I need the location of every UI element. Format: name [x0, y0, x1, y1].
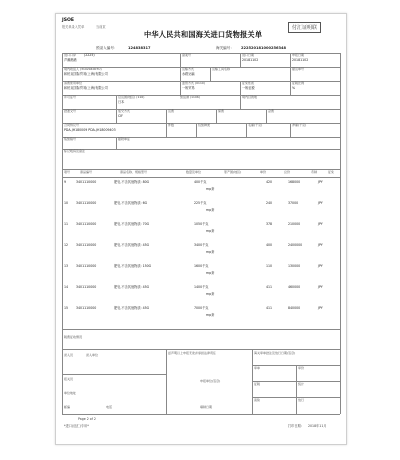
goods-row-qty: 225千克	[194, 201, 207, 205]
goods-row-code: 3401110000	[76, 306, 97, 310]
goods-row-qty: 3400千克	[194, 243, 209, 247]
owner-label: 消费使用单位	[64, 81, 83, 85]
tax-nature-label: 征免性质	[242, 81, 255, 85]
inspect-label: 查验	[254, 398, 261, 402]
goods-row-name: 肥皂,不含其他物质: 70G	[114, 222, 150, 226]
goods-row-name: 肥皂,不含其他物质: 45G	[114, 285, 150, 289]
customs-no-label: 海关编号：	[216, 46, 234, 50]
goods-row-unit: mp套	[206, 229, 215, 233]
import-date: 20181102	[242, 58, 259, 62]
page-indicator: Page 2 of 2	[78, 417, 96, 421]
transport-label: 运输方式	[182, 67, 195, 71]
net-weight-label: 净重(千克)	[292, 123, 307, 127]
goods-row-qty: 1050千克	[194, 222, 209, 226]
phone-label: 电话	[106, 405, 113, 409]
goods-row-qty: 1600千克	[194, 264, 209, 268]
price-audit-label: 审价	[298, 366, 305, 370]
goods-row-code: 3401110000	[76, 222, 97, 226]
pre-entry-label: 预录入编号：	[96, 46, 118, 50]
contract-label: 合同协议号	[64, 123, 80, 127]
deal-mode-label: 成交方式	[118, 109, 131, 113]
goods-row-no: 9	[64, 180, 67, 184]
goods-row-price: 400	[266, 243, 273, 247]
vessel-label: 运输工具名称	[212, 67, 231, 71]
tax-levy-status-label: 税费征收情况	[64, 335, 83, 339]
declaration-statement: 兹声明以上申报无讹并承担法律责任	[168, 351, 217, 355]
goods-row-name: 肥皂,不含其他物质: 45G	[114, 243, 150, 247]
goods-col-qty: 数量及单位	[186, 170, 202, 174]
origin-country-label: 启运国(地区) (116)	[118, 95, 145, 99]
duty-ratio-label: 征税比例	[292, 81, 305, 85]
destination-label: 境内目的地	[242, 95, 258, 99]
goods-row-no: 15	[64, 306, 69, 310]
goods-col-price: 单价	[260, 170, 267, 174]
goods-row-currency: JPY	[318, 243, 323, 247]
customs-annotation-label: 海关审单批注及放行日期(签章)	[254, 351, 296, 355]
goods-row-name: 肥皂,不含其他物质: 150G	[114, 264, 152, 268]
goods-row-code: 3401110000	[76, 201, 97, 205]
declare-date-label: 申报日期	[292, 53, 305, 57]
goods-row-price: 378	[266, 222, 273, 226]
deal-mode: CIF	[118, 114, 123, 118]
goods-row-name: 肥皂,不含其他物质: 45G	[114, 306, 150, 310]
goods-row-total: 840000	[288, 306, 301, 310]
consignee-name: 和柏克国际贸易(上海)有限公司	[64, 72, 108, 76]
goods-row-total: 460000	[288, 285, 301, 289]
marks-label: 标记唛码及备注	[64, 149, 86, 153]
consignee-label: 境内收货人 (310294007U)	[64, 67, 102, 71]
declarer-label: 报关员	[64, 377, 74, 381]
goods-col-exempt: 征免	[328, 170, 335, 174]
container-label: 集装箱号	[64, 137, 77, 141]
goods-row-code: 3401110000	[76, 180, 97, 184]
goods-row-no: 14	[64, 285, 69, 289]
fill-date-label: 填制日期	[200, 405, 213, 409]
goods-row-currency: JPY	[318, 222, 323, 226]
goods-row-price: 411	[266, 285, 273, 289]
goods-row-total: 210000	[288, 222, 301, 226]
goods-row-unit: mp套	[206, 313, 215, 317]
goods-row-price: 411	[266, 306, 273, 310]
goods-row-qty: 400千克	[194, 180, 207, 184]
import-port-code: (2225)	[84, 53, 95, 57]
import-port-label: 进口口岸	[64, 53, 77, 57]
goods-row-currency: JPY	[318, 180, 323, 184]
tax-levy-label: 征税	[254, 382, 261, 386]
entry-voucher-label: 报关单录入凭单	[62, 25, 85, 29]
goods-row-code: 3401110000	[76, 264, 97, 268]
goods-col-no: 项号	[64, 170, 71, 174]
goods-row-no: 11	[64, 222, 69, 226]
goods-row-unit: mp套	[206, 271, 215, 275]
entry-person-label: 录入员	[64, 353, 74, 357]
goods-row-price: 420	[266, 180, 273, 184]
goods-col-total: 总价	[284, 170, 291, 174]
goods-col-code: 商品编号	[80, 170, 93, 174]
import-date-label: 进口日期	[242, 53, 255, 57]
page-title: 中华人民共和国海关进口货物报关单	[144, 30, 263, 39]
page-note: 当前页	[96, 25, 106, 29]
goods-row-total: 2400000	[288, 243, 303, 247]
goods-row-currency: JPY	[318, 285, 323, 289]
misc-fee-label: 杂费	[268, 109, 275, 113]
goods-row-unit: mp套	[206, 292, 215, 296]
docs-label: 随附单证	[118, 137, 131, 141]
goods-row-no: 13	[64, 264, 69, 268]
entry-unit-label: 录入单位	[86, 353, 99, 357]
goods-row-total: 130000	[288, 264, 301, 268]
goods-col-name: 商品名称、规格型号	[120, 170, 148, 174]
goods-row-total: 168000	[288, 180, 301, 184]
duty-ratio: %	[292, 86, 296, 90]
supervise-label: 监管方式 (0110)	[182, 81, 205, 85]
goods-row-code: 3401110000	[76, 285, 97, 289]
statistics-label: 统计	[298, 382, 305, 386]
zip-label: 邮编	[64, 405, 71, 409]
approval-label: 批准文号	[64, 109, 77, 113]
goods-row-no: 12	[64, 243, 69, 247]
pre-entry-number: 124838317	[128, 46, 151, 50]
goods-row-currency: JPY	[318, 201, 323, 205]
print-date-label: 打印日期:	[288, 424, 302, 428]
insurance-label: 保费	[218, 109, 225, 113]
supervise-mode: 一般贸易	[182, 86, 195, 90]
brand-logo: JSOE	[62, 18, 75, 23]
freight-label: 运费	[168, 109, 175, 113]
owner-name: 和柏克国际贸易(上海)有限公司	[64, 86, 108, 90]
loading-port-label: 装货港 (1106)	[180, 95, 200, 99]
goods-col-currency: 币制	[311, 170, 318, 174]
gross-weight-label: 毛重(千克)	[248, 123, 263, 127]
payment-stamp: 付汇证明联	[288, 22, 321, 33]
goods-row-qty: 1400千克	[194, 285, 209, 289]
print-date: 2018年11月	[308, 424, 327, 428]
goods-row-total: 37000	[288, 201, 299, 205]
goods-row-currency: JPY	[318, 306, 323, 310]
import-port-name: 芦潮港港	[64, 58, 77, 62]
goods-row-code: 3401110000	[76, 243, 97, 247]
goods-row-qty: 7000千克	[194, 306, 209, 310]
pack-type-label: 包装种类	[198, 123, 211, 127]
unit-address-label: 单位地址	[64, 391, 77, 395]
license-label: 许可证号	[64, 95, 77, 99]
release-label: 放行	[298, 398, 305, 402]
declare-date: 20181102	[292, 58, 309, 62]
record-no-label: 备案号	[182, 53, 192, 57]
contract-no: PDA-JH180009 PDA-JH18009403	[64, 128, 116, 132]
pieces-label: 件数	[168, 123, 175, 127]
goods-row-unit: mp套	[206, 250, 215, 254]
transport-mode: 水路运输	[182, 72, 195, 76]
declarer-unit-label: 申报单位(签章)	[200, 379, 221, 383]
import-use-note: *进口(征汇)专用*	[64, 424, 89, 428]
audit-label: 审单	[254, 366, 261, 370]
goods-row-currency: JPY	[318, 264, 323, 268]
customs-number: 222520181000256348	[241, 46, 287, 50]
goods-row-name: 肥皂,不含其他物质: 80G	[114, 180, 150, 184]
bill-label: 提运单号	[292, 67, 305, 71]
goods-row-name: 肥皂,不含其他物质: 6G	[114, 201, 148, 205]
goods-row-price: 110	[266, 264, 273, 268]
origin-country: 日本	[118, 100, 125, 104]
tax-nature: 一般征税	[242, 86, 255, 90]
goods-row-unit: mp套	[206, 208, 215, 212]
goods-row-unit: mp套	[206, 187, 215, 191]
goods-col-country: 原产国(地区)	[224, 170, 242, 174]
customs-declaration-sheet	[55, 13, 347, 445]
goods-row-price: 240	[266, 201, 273, 205]
goods-row-no: 10	[64, 201, 69, 205]
